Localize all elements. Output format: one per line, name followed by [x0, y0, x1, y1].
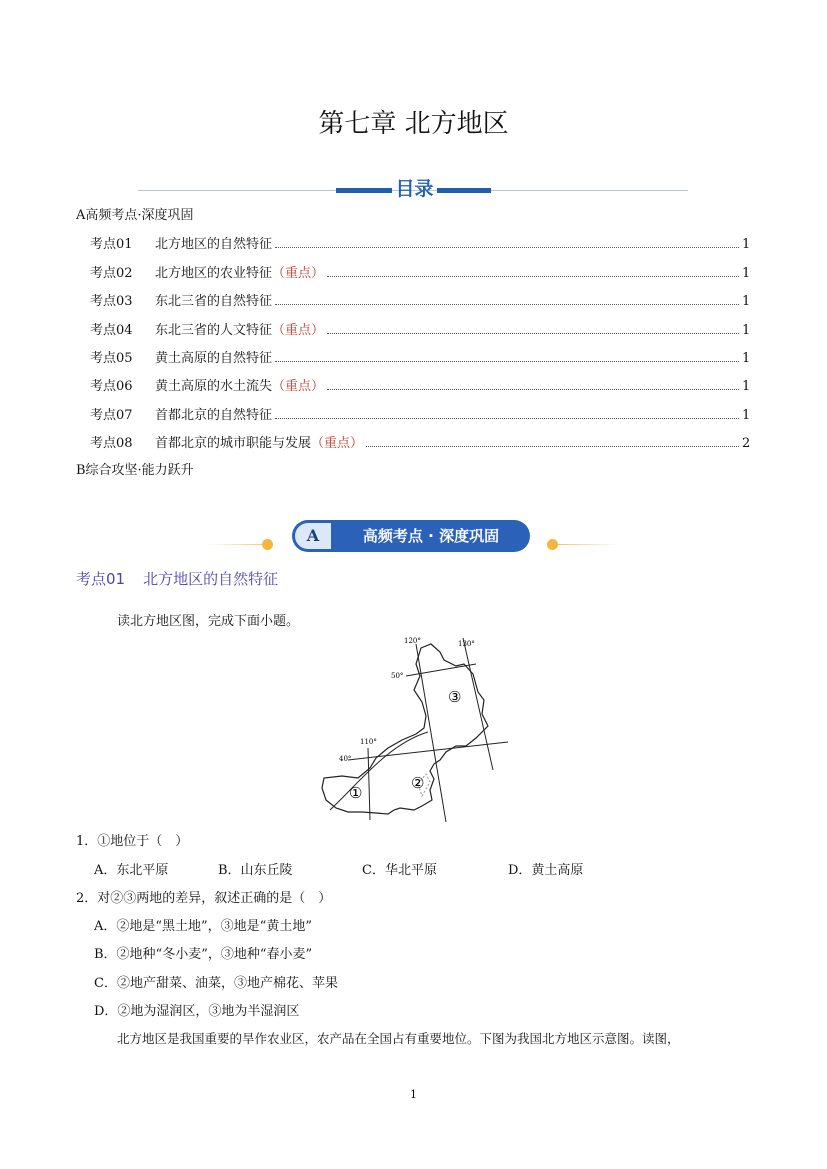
banner-line-left	[205, 544, 270, 545]
option[interactable]: C．华北平原	[362, 863, 437, 878]
toc-bar-right	[437, 188, 491, 193]
north-china-map	[318, 634, 510, 822]
toc-item-text: 首都北京的城市职能与发展	[155, 436, 312, 451]
toc-item[interactable]	[90, 374, 750, 394]
toc-item-num: 考点06	[90, 379, 133, 394]
section-banner	[292, 520, 530, 552]
map-region-2: ②	[411, 774, 425, 792]
map-region-1: ①	[349, 784, 363, 802]
toc-bar-left	[336, 188, 392, 193]
toc-item-page: 1	[742, 294, 751, 309]
option[interactable]: D．黄土高原	[508, 863, 584, 878]
toc-item[interactable]	[90, 431, 750, 451]
map-label-120: 120°	[404, 637, 421, 645]
toc-leader-dots	[275, 304, 739, 305]
toc-item-key: （重点）	[272, 323, 325, 338]
option[interactable]: C．②地产甜菜、油菜，③地产棉花、苹果	[94, 976, 338, 991]
passage-text: 北方地区是我国重要的旱作农业区，农产品在全国占有重要地位。下图为我国北方地区示意图。读图，	[117, 1031, 680, 1046]
option[interactable]: B．②地种“冬小麦”，③地种“春小麦”	[94, 947, 313, 962]
question-1-options	[94, 859, 583, 878]
toc-item-num: 考点03	[90, 294, 133, 309]
toc-item-num: 考点02	[90, 266, 133, 281]
toc-item-text: 首都北京的自然特征	[155, 408, 273, 423]
toc-item-key: （重点）	[272, 266, 325, 281]
toc-item-text: 东北三省的自然特征	[155, 294, 273, 309]
toc-item-key: （重点）	[272, 379, 325, 394]
toc-item-page: 2	[742, 436, 751, 451]
toc-item-num: 考点05	[90, 351, 133, 366]
question-1-stem: 1．①地位于（ ）	[76, 834, 189, 849]
map-outline	[322, 644, 488, 814]
toc-leader-dots	[327, 276, 739, 277]
toc-item[interactable]	[90, 232, 750, 252]
toc-leader-dots	[327, 333, 739, 334]
question-2-stem: 2．对②③两地的差异，叙述正确的是（ ）	[76, 891, 332, 906]
toc-item-text: 黄土高原的水土流失	[155, 379, 273, 394]
toc-item-page: 1	[742, 408, 751, 423]
banner-line-right	[556, 544, 621, 545]
toc-item[interactable]	[90, 318, 750, 338]
toc-item-num: 考点08	[90, 436, 133, 451]
option[interactable]: A．东北平原	[94, 863, 169, 878]
toc-section-a: A高频考点·深度巩固	[76, 208, 194, 223]
toc-item-page: 1	[742, 379, 751, 394]
map-region-3: ③	[448, 688, 462, 706]
toc-item-text: 东北三省的人文特征	[155, 323, 273, 338]
toc-leader-dots	[275, 247, 739, 248]
toc-item-page: 1	[742, 266, 751, 281]
toc-leader-dots	[366, 446, 739, 447]
toc-item-page: 1	[742, 237, 751, 252]
banner-dot-right	[547, 539, 558, 550]
map-label-110: 110°	[360, 738, 377, 746]
toc-item-page: 1	[742, 323, 751, 338]
chapter-title: 第七章 北方地区	[318, 109, 509, 139]
page-number: 1	[410, 1088, 417, 1101]
banner-letter: A	[295, 523, 331, 549]
map-label-50: 50°	[391, 672, 404, 680]
toc-item-num: 考点01	[90, 237, 133, 252]
map-label-130: 130°	[458, 640, 475, 648]
toc-item[interactable]	[90, 403, 750, 423]
option[interactable]: B．山东丘陵	[218, 863, 293, 878]
option[interactable]: A．②地是“黑土地”，③地是“黄土地”	[94, 919, 312, 934]
banner-dot-left	[262, 539, 273, 550]
option[interactable]: D．②地为湿润区，③地为半湿润区	[94, 1004, 300, 1019]
intro-text: 读北方地区图，完成下面小题。	[117, 614, 300, 629]
toc-item-num: 考点04	[90, 323, 133, 338]
toc-item-text: 黄土高原的自然特征	[155, 351, 273, 366]
toc-item[interactable]	[90, 289, 750, 309]
kaodian-title: 北方地区的自然特征	[143, 570, 279, 588]
toc-item[interactable]	[90, 346, 750, 366]
toc-item-num: 考点07	[90, 408, 133, 423]
toc-heading: 目录	[395, 178, 434, 200]
toc-leader-dots	[327, 389, 739, 390]
toc-item-page: 1	[742, 351, 751, 366]
toc-item-key: （重点）	[311, 436, 364, 451]
toc-item[interactable]	[90, 261, 750, 281]
banner-text: 高频考点 · 深度巩固	[362, 527, 500, 545]
toc-leader-dots	[275, 361, 739, 362]
toc-leader-dots	[275, 418, 739, 419]
kaodian-number: 考点01	[76, 570, 126, 588]
toc-section-b: B综合攻坚·能力跃升	[76, 463, 194, 478]
map-label-40: 40°	[339, 755, 352, 763]
toc-item-text: 北方地区的自然特征	[155, 237, 273, 252]
kaodian-heading	[76, 568, 278, 589]
toc-item-text: 北方地区的农业特征	[155, 266, 273, 281]
